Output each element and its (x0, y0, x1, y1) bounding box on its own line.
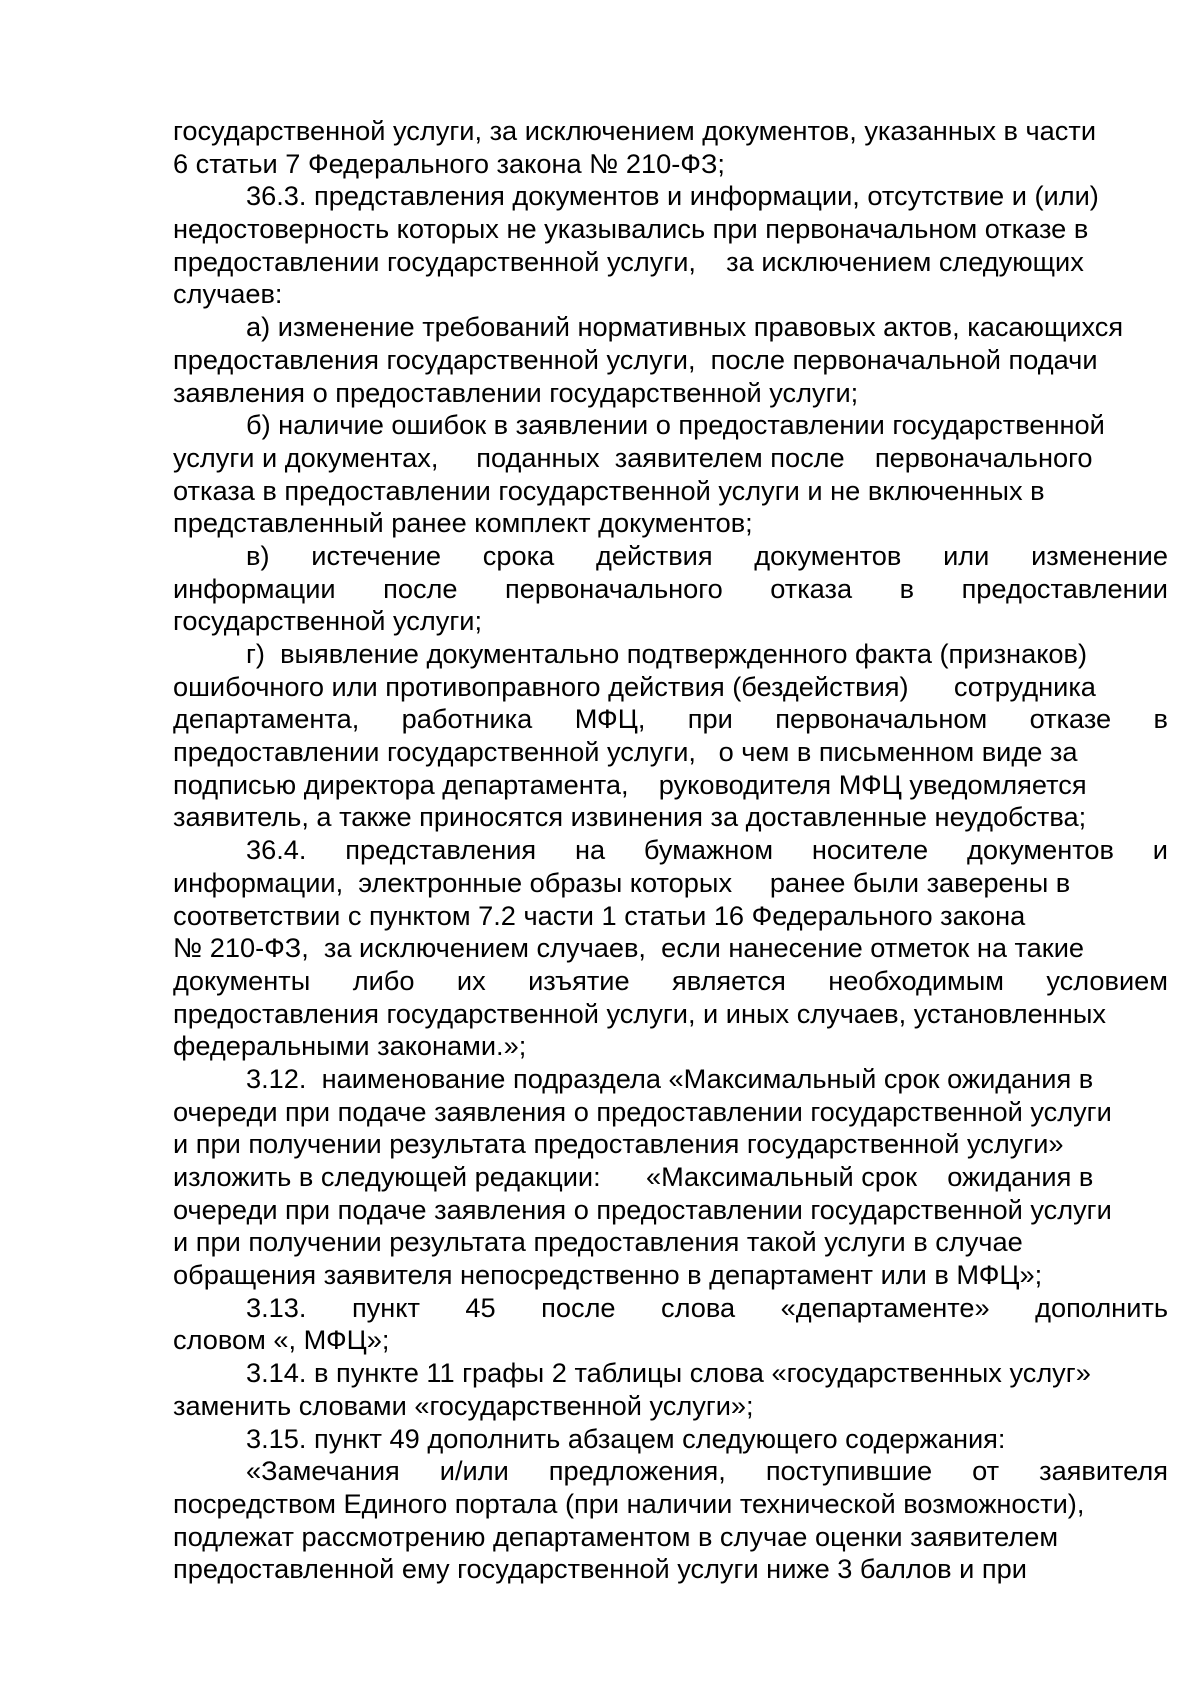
text-line: 3.12. наименование подраздела «Максимальный срок ожидания в (246, 1062, 1094, 1094)
text-line: предоставления государственной услуги, и иных случаев, установленных (173, 997, 1106, 1029)
text-line: федеральными законами.»; (173, 1030, 527, 1062)
text-line: предоставлении государственной услуги, за исключением следующих (173, 245, 1084, 277)
text-line: 3.13. пункт 45 после слова «департаменте» дополнить (246, 1291, 1168, 1323)
text-line: 36.3. представления документов и информации, отсутствие и (или) (246, 180, 1099, 212)
text-line: подписью директора департамента, руководителя МФЦ уведомляется (173, 768, 1087, 800)
text-line: 36.4. представления на бумажном носителе документов и (246, 834, 1168, 866)
text-line: государственной услуги, за исключением документов, указанных в части (173, 115, 1097, 146)
text-line: посредством Единого портала (при наличии технической возможности), (173, 1487, 1085, 1519)
text-line: заявления о предоставлении государственной услуги; (173, 376, 859, 408)
text-line: заявитель, а также приносятся извинения за доставленные неудобства; (173, 801, 1087, 833)
text-line: соответствии с пунктом 7.2 части 1 статьи 16 Федерального закона (173, 899, 1026, 931)
text-line: 6 статьи 7 Федерального закона № 210-ФЗ; (173, 147, 725, 179)
text-line: г) выявление документально подтвержденного факта (признаков) (246, 638, 1088, 669)
text-line: информации после первоначального отказа в предоставлении (173, 572, 1168, 604)
text-line: недостоверность которых не указывались при первоначальном отказе в (173, 213, 1089, 245)
text-line: услуги и документах, поданных заявителем после первоначального (173, 441, 1093, 473)
text-line: документы либо их изъятие является необходимым условием (173, 964, 1168, 996)
text-line: департамента, работника МФЦ, при первоначальном отказе в (173, 703, 1168, 735)
text-line: предоставлении государственной услуги, о чем в письменном виде за (173, 736, 1078, 768)
text-line: и при получении результата предоставления государственной услуги» (173, 1128, 1064, 1160)
text-line: «Замечания и/или предложения, поступившие от заявителя (246, 1455, 1168, 1487)
text-line: 3.15. пункт 49 дополнить абзацем следующего содержания: (246, 1422, 1006, 1454)
text-line: заменить словами «государственной услуги»; (173, 1389, 754, 1421)
document-body-text (173, 115, 1168, 1586)
text-line: б) наличие ошибок в заявлении о предоставлении государственной (246, 409, 1105, 441)
text-line: а) изменение требований нормативных правовых актов, касающихся (246, 311, 1124, 343)
text-line: представленный ранее комплект документов; (173, 507, 753, 539)
text-line: ошибочного или противоправного действия (бездействия) сотрудника (173, 670, 1096, 702)
text-line: отказа в предоставлении государственной услуги и не включенных в (173, 474, 1045, 506)
text-line: очереди при подаче заявления о предоставлении государственной услуги (173, 1095, 1112, 1127)
text-line: 3.14. в пункте 11 графы 2 таблицы слова «государственных услуг» (246, 1357, 1091, 1389)
text-line: словом «, МФЦ»; (173, 1324, 390, 1356)
text-line: случаев: (173, 278, 283, 310)
text-line: изложить в следующей редакции: «Максимальный срок ожидания в (173, 1161, 1094, 1192)
text-line: информации, электронные образы которых ранее были заверены в (173, 866, 1071, 898)
text-line: обращения заявителя непосредственно в департамент или в МФЦ»; (173, 1259, 1043, 1291)
text-line: предоставленной ему государственной услуги ниже 3 баллов и при (173, 1553, 1027, 1585)
text-line: предоставления государственной услуги, после первоначальной подачи (173, 343, 1098, 375)
text-line: и при получении результата предоставления такой услуги в случае (173, 1226, 1023, 1258)
text-line: в) истечение срока действия документов или изменение (246, 539, 1168, 571)
text-line: очереди при подаче заявления о предоставлении государственной услуги (173, 1193, 1112, 1225)
text-line: подлежат рассмотрению департаментом в случае оценки заявителем (173, 1520, 1059, 1552)
text-line: № 210-ФЗ, за исключением случаев, если нанесение отметок на такие (173, 932, 1085, 964)
text-line: государственной услуги; (173, 605, 483, 637)
